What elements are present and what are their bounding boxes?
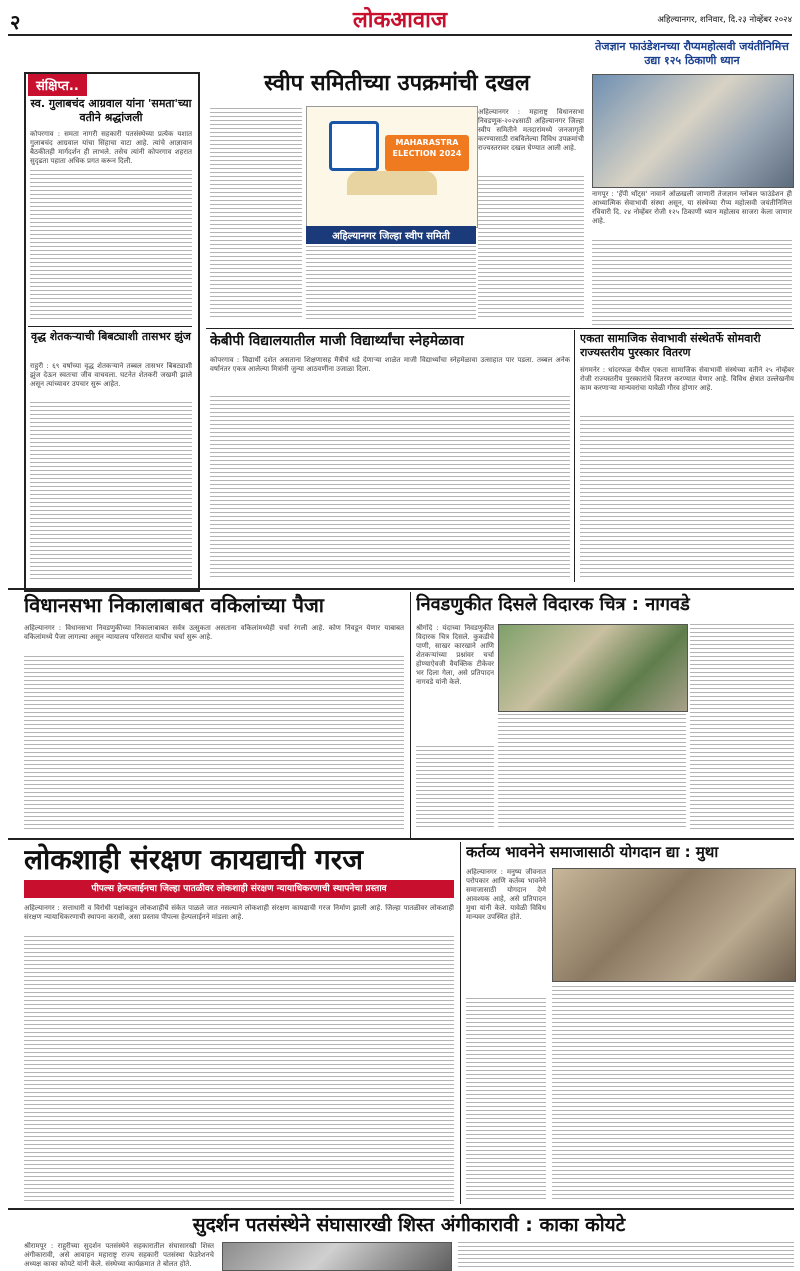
- teji-body: नागपूर : 'हॅपी थॉट्स' नावाने ओळखली जाणारी तेजज्ञान ग्लोबल फाउंडेशन ही आध्यात्मिक सेवाभावी संस्था असून, या संस्थेच्या रौप्य महोत्सवी जयंतीनिमित्त रविवारी दि. २४ नोव्हेंबर रोजी १२५ ठिकाणी ध्यान महोत्सव साजरा केला जाणार आहे.: [592, 190, 792, 225]
- brief-body: कोपरगाव : समता नागरी सहकारी पतसंस्थेच्या प्रत्येक यशात गुलाबचंद आग्रवाल यांचा सिंहाचा वाटा आहे. त्यांचे आज्ञावान बैठकीतही मार्गदर्शन ही लाभले. तसेच त्यांनी कोपरगाव शहरात सुदृढता पहाता अधिक प्रगत करून दिली.: [30, 130, 192, 165]
- teji-lines: [592, 240, 792, 326]
- nivad-photo: [498, 624, 688, 712]
- nivad-lines-a: [498, 714, 686, 830]
- row3-divider: [8, 838, 794, 840]
- masthead-title: लोकआवाज: [352, 8, 448, 33]
- sudarshan-headline: सुदर्शन पतसंस्थेने संघासारखी शिस्त अंगीकारावी : काका कोयटे: [192, 1214, 626, 1236]
- vidhan-bhavan-icon: [347, 171, 437, 195]
- sveep-col4: [478, 176, 584, 320]
- vidhan-body: अहिल्यानगर : विधानसभा निवडणुकीच्या निकालाबाबत सर्वत्र उत्सुकता असताना वकिलांमध्येही चर्चा रंगली आहे. कोण निवडून येणार याबाबत वकिलांमध्ये पैजा लागल्या असून न्यायालय परिसरात याचीच चर्चा सुरू आहे.: [24, 624, 404, 641]
- nivad-body: श्रीगोंदे : यंदाच्या निवडणुकीत विदारक चित्र दिसले. कुकडीचे पाणी, साखर कारखाने आणि शेतकऱ्यांच्या प्रश्नांवर चर्चा होण्याऐवजी वैयक्तिक टीकेवर भर दिला गेला, असे प्रतिपादन नागवडे यांनी केले.: [416, 624, 494, 686]
- brief-body-lines: [30, 170, 192, 320]
- brief2-body-lines: [30, 402, 192, 582]
- election-badge: MAHARASTRA ELECTION 2024: [385, 135, 469, 171]
- brief-divider: [28, 326, 192, 327]
- kartavya-lines-a: [466, 998, 546, 1202]
- sveep-bottom-text: [306, 246, 476, 320]
- kebi-body: कोपरगाव : विद्यार्थी दशेत असताना शिक्षणासह मैत्रीचे धडे देणाऱ्या शाळेत माजी विद्यार्थ्यांचा स्नेहमेळावा उत्साहात पार पडला. तब्बल अनेक वर्षांनंतर एकत्र आलेल्या मित्रांनी जुन्या आठवणींना उजाळा दिला.: [210, 356, 570, 373]
- lokshahi-subheadline: पीपल्स हेल्पलाईनचा जिल्हा पातळीवर लोकशाही संरक्षण न्यायाधिकरणाची स्थापनेचा प्रस्ताव: [24, 880, 454, 898]
- vidhan-headline: विधानसभा निकालाबाबत वकिलांच्या पैजा: [24, 593, 324, 617]
- row1-divider: [206, 328, 794, 329]
- page-number: २: [10, 10, 21, 34]
- lokshahi-body: अहिल्यानगर : सत्ताधारी व विरोधी पक्षांकडून लोकशाहीचे संकेत पाळले जात नसल्याने लोकशाही संरक्षण कायद्याची गरज निर्माण झाली आहे. जिल्हा पातळीवर लोकशाही संरक्षण न्यायाधिकरणाची स्थापना करावी, असा प्रस्ताव पीपल्स हेल्पलाईनने मांडला आहे.: [24, 904, 454, 921]
- ekata-lines: [580, 416, 794, 580]
- ekata-body: संगमनेर : धांदरफळ येथील एकता सामाजिक सेवाभावी संस्थेच्या वतीने २५ नोव्हेंबर रोजी राज्यस्तरीय पुरस्कारांचे वितरण करण्यात येणार आहे. विविध क्षेत्रात उल्लेखनीय काम करणाऱ्या मान्यवरांचा यावेळी गौरव होणार आहे.: [580, 366, 794, 392]
- kebi-ekata-divider: [574, 330, 575, 582]
- kartavya-lines-b: [552, 986, 794, 1202]
- nivad-headline: निवडणुकीत दिसले विदारक चित्र : नागवडे: [416, 594, 690, 615]
- kebi-headline: केबीपी विद्यालयातील माजी विद्यार्थ्यांचा स्नेहमेळावा: [210, 333, 464, 349]
- sveep-body: अहिल्यानगर : महाराष्ट्र विधानसभा निवडणूक-२०२४साठी अहिल्यानगर जिल्हा स्वीप समितीने मतदारांमध्ये जनजागृती करण्यासाठी राबविलेल्या विविध उपक्रमांची राज्यस्तरावर दखल घेण्यात आली आहे.: [478, 108, 584, 152]
- brief2-body: राहुरी : ६९ वर्षाच्या वृद्ध शेतकऱ्याने तब्बल तासभर बिबट्याशी झुंज देऊन स्वतःचा जीव वाचवला. घटनेत शेतकरी जखमी झाले असून त्यांच्यावर उपचार सुरू आहेत.: [30, 362, 192, 388]
- lokshahi-lines: [24, 936, 454, 1202]
- kartavya-headline: कर्तव्य भावनेने समाजासाठी योगदान द्या : मुथा: [466, 843, 719, 861]
- vidhan-nivad-divider: [410, 592, 411, 838]
- ekata-headline: एकता सामाजिक सेवाभावी संस्थेतर्फे सोमवारी राज्यस्तरीय पुरस्कार वितरण: [580, 332, 761, 359]
- sudarshan-lines: [458, 1242, 794, 1269]
- kartavya-photo: [552, 868, 796, 982]
- sveep-logo: [306, 106, 478, 228]
- brief-label: संक्षिप्त..: [28, 74, 87, 96]
- row4-divider: [8, 1208, 794, 1210]
- sudarshan-photo: [222, 1242, 452, 1271]
- sveep-logo-banner: अहिल्यानगर जिल्हा स्वीप समिती: [306, 226, 476, 244]
- brief2-headline: वृद्ध शेतकऱ्याची बिबट्याशी तासभर झुंज: [31, 330, 191, 343]
- row2-divider: [8, 588, 794, 590]
- teji-photo: [592, 74, 794, 188]
- lokshahi-headline: लोकशाही संरक्षण कायद्याची गरज: [24, 843, 364, 876]
- kartavya-body: अहिल्यानगर : मनुष्य जीवनात परोपकार आणि कर्तव्य भावनेने समाजासाठी योगदान देणे आवश्यक आहे, असे प्रतिपादन मुथा यांनी केले. यावेळी विविध मान्यवर उपस्थित होते.: [466, 868, 546, 921]
- masthead-rule: [8, 34, 792, 36]
- sveep-col1: [210, 108, 302, 320]
- lokshahi-kartavya-divider: [460, 842, 461, 1204]
- nivad-lines-b: [690, 624, 794, 830]
- issue-line: अहिल्यानगर, शनिवार, दि.२३ नोव्हेंबर २०२४: [657, 15, 792, 25]
- sveep-headline: स्वीप समितीच्या उपक्रमांची दखल: [264, 71, 530, 96]
- brief-headline: स्व. गुलाबचंद आग्रवाल यांना 'समता'च्या वतीने श्रद्धांजली: [30, 97, 192, 124]
- nivad-lines-c: [416, 746, 494, 830]
- teji-headline: तेजज्ञान फाउंडेशनच्या रौप्यमहोत्सवी जयंतीनिमित्त उद्या १२५ ठिकाणी ध्यान: [595, 40, 789, 67]
- vidhan-lines: [24, 656, 404, 830]
- ballot-box-icon: [329, 121, 379, 171]
- kebi-lines: [210, 396, 570, 580]
- sudarshan-body: श्रीरामपूर : राहुरीच्या सुदर्शन पतसंस्थेने सहकारातील संघासारखी शिस्त अंगीकारावी, असे आवाहन महाराष्ट्र राज्य सहकारी पतसंस्था फेडरेशनचे अध्यक्ष काका कोयटे यांनी केले. संस्थेच्या कार्यक्रमात ते बोलत होते.: [24, 1242, 214, 1268]
